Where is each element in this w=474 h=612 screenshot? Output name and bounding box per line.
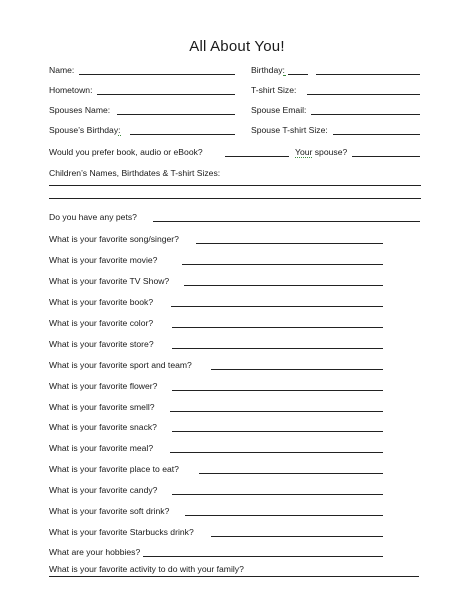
spouses-name-label: Spouses Name: <box>49 105 111 115</box>
spouse-tshirt-field[interactable] <box>333 134 420 135</box>
spouse-email-field[interactable] <box>311 114 420 115</box>
question-label: What is your favorite snack? <box>49 422 157 432</box>
spouse-birthday-label: Spouse’s Birthday: <box>49 125 121 135</box>
answer-line[interactable] <box>172 494 383 495</box>
answer-line[interactable] <box>170 452 383 453</box>
spouse-tshirt-label: Spouse T-shirt Size: <box>251 125 328 135</box>
hometown-field[interactable] <box>97 94 235 95</box>
answer-line[interactable] <box>211 536 383 537</box>
question-label: What is your favorite soft drink? <box>49 506 170 516</box>
question-label: What is your favorite flower? <box>49 381 158 391</box>
answer-line[interactable] <box>172 390 383 391</box>
family-activity-answer-line[interactable] <box>49 576 419 577</box>
question-label: What is your favorite TV Show? <box>49 276 170 286</box>
answer-line[interactable] <box>199 473 383 474</box>
answer-line[interactable] <box>153 221 420 222</box>
question-label: What is your favorite smell? <box>49 402 155 412</box>
answer-line[interactable] <box>172 348 383 349</box>
question-label: What is your favorite movie? <box>49 255 158 265</box>
tshirt-field[interactable] <box>307 94 420 95</box>
your-spouse-field[interactable] <box>352 156 420 157</box>
name-field[interactable] <box>79 74 235 75</box>
answer-line[interactable] <box>185 515 383 516</box>
answer-line[interactable] <box>171 306 383 307</box>
question-label: What is your favorite place to eat? <box>49 464 179 474</box>
question-label: What is your favorite Starbucks drink? <box>49 527 194 537</box>
hometown-label: Hometown: <box>49 85 93 95</box>
children-label: Children’s Names, Birthdates & T-shirt Sizes: <box>49 168 221 178</box>
answer-line[interactable] <box>184 285 383 286</box>
spouse-email-label: Spouse Email: <box>251 105 307 115</box>
spouse-birthday-field[interactable] <box>130 134 235 135</box>
birthday-field-a[interactable] <box>288 74 308 75</box>
birthday-field-b[interactable] <box>316 74 420 75</box>
page-title: All About You! <box>189 38 285 55</box>
question-label: What is your favorite color? <box>49 318 154 328</box>
prefer-field[interactable] <box>225 156 289 157</box>
question-label: What is your favorite candy? <box>49 485 158 495</box>
your-spouse-label: Your spouse? <box>295 147 348 157</box>
question-label: What is your favorite meal? <box>49 443 154 453</box>
answer-line[interactable] <box>172 431 383 432</box>
answer-line[interactable] <box>196 243 383 244</box>
question-label: What are your hobbies? <box>49 547 141 557</box>
birthday-label: Birthday: <box>251 65 285 75</box>
question-label: What is your favorite sport and team? <box>49 360 192 370</box>
children-line-2[interactable] <box>49 198 421 199</box>
answer-line[interactable] <box>170 411 383 412</box>
answer-line[interactable] <box>172 327 383 328</box>
answer-line[interactable] <box>211 369 383 370</box>
name-label: Name: <box>49 65 75 75</box>
question-label: What is your favorite activity to do with your family? <box>49 564 244 574</box>
question-label: What is your favorite song/singer? <box>49 234 179 244</box>
children-line-1[interactable] <box>49 185 421 186</box>
question-label: Do you have any pets? <box>49 212 137 222</box>
answer-line[interactable] <box>182 264 383 265</box>
tshirt-label: T-shirt Size: <box>251 85 297 95</box>
spouses-name-field[interactable] <box>117 114 235 115</box>
question-label: What is your favorite book? <box>49 297 154 307</box>
question-label: What is your favorite store? <box>49 339 154 349</box>
prefer-label: Would you prefer book, audio or eBook? <box>49 147 203 157</box>
answer-line[interactable] <box>143 556 383 557</box>
